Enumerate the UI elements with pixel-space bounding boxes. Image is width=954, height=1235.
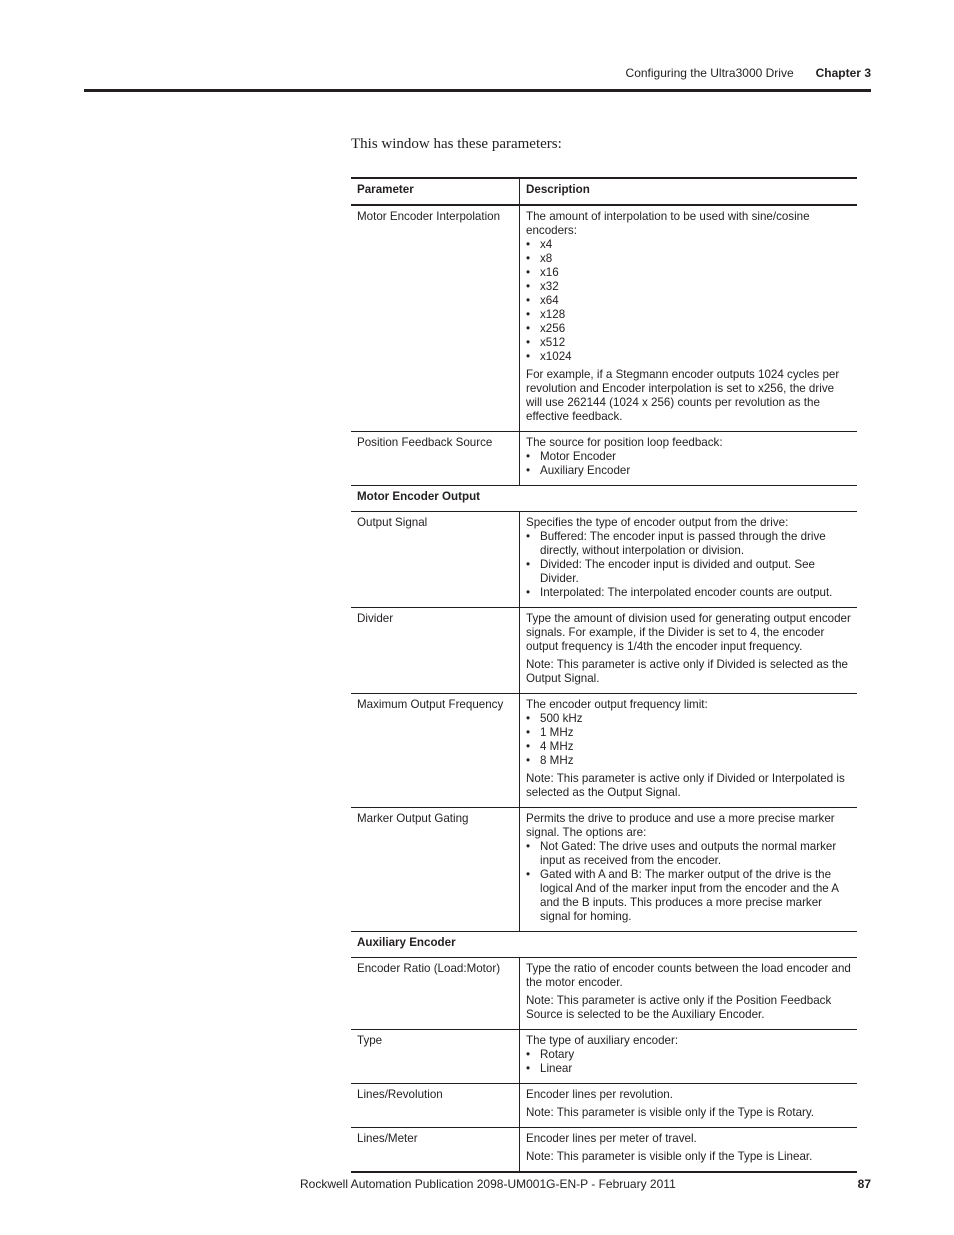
- table-row: [351, 608, 857, 694]
- parameter-name: Lines/Revolution: [351, 1084, 520, 1128]
- table-header-row: [351, 178, 857, 205]
- parameter-description: [520, 958, 858, 1030]
- parameter-description: [520, 694, 858, 808]
- parameter-description: [520, 1030, 858, 1084]
- description-lead: Encoder lines per revolution.: [526, 1088, 673, 1101]
- list-item: • x8: [526, 252, 851, 266]
- list-item: • Rotary: [526, 1048, 851, 1062]
- header-rule: [84, 89, 871, 92]
- parameter-name: Position Feedback Source: [351, 432, 520, 486]
- intro-text: This window has these parameters:: [351, 136, 562, 152]
- list-item: • 1 MHz: [526, 726, 851, 740]
- parameter-name: Marker Output Gating: [351, 808, 520, 932]
- option-list: [526, 450, 851, 478]
- parameter-description: [520, 1084, 858, 1128]
- description-lead: The amount of interpolation to be used with sine/cosine encoders:: [526, 210, 810, 237]
- table-row: [351, 694, 857, 808]
- table-row: [351, 432, 857, 486]
- list-item: • Linear: [526, 1062, 851, 1076]
- description-lead: The encoder output frequency limit:: [526, 698, 708, 711]
- list-item: • x64: [526, 294, 851, 308]
- parameters-table: [351, 177, 857, 1173]
- header-chapter: Chapter 3: [815, 66, 871, 80]
- list-item: • x32: [526, 280, 851, 294]
- description-note: Note: This parameter is visible only if the Type is Rotary.: [526, 1106, 815, 1119]
- list-item: • x256: [526, 322, 851, 336]
- description-lead: The source for position loop feedback:: [526, 436, 723, 449]
- option-list: [526, 238, 851, 364]
- list-item: • 500 kHz: [526, 712, 851, 726]
- column-header-parameter: Parameter: [351, 178, 520, 205]
- parameter-description: [520, 608, 858, 694]
- description-lead: The type of auxiliary encoder:: [526, 1034, 679, 1047]
- parameter-name: Output Signal: [351, 512, 520, 608]
- list-item: • x4: [526, 238, 851, 252]
- table-row: [351, 205, 857, 432]
- list-item: • Buffered: The encoder input is passed through the drive directly, without interpolation or division.: [526, 530, 851, 558]
- description-note: Note: This parameter is active only if Divided is selected as the Output Signal.: [526, 658, 848, 685]
- list-item: • x16: [526, 266, 851, 280]
- parameter-description: [520, 512, 858, 608]
- page-number: 87: [857, 1177, 871, 1191]
- list-item: • Auxiliary Encoder: [526, 464, 851, 478]
- running-header: [626, 66, 871, 80]
- parameter-name: Divider: [351, 608, 520, 694]
- list-item: • 8 MHz: [526, 754, 851, 768]
- list-item: • Interpolated: The interpolated encoder counts are output.: [526, 586, 851, 600]
- table-row: [351, 512, 857, 608]
- header-section-title: Configuring the Ultra3000 Drive: [625, 66, 794, 80]
- option-list: [526, 712, 851, 768]
- description-note: Note: This parameter is active only if the Position Feedback Source is selected to be the Auxiliary Encoder.: [526, 994, 832, 1021]
- description-lead: Encoder lines per meter of travel.: [526, 1132, 697, 1145]
- parameter-name: Lines/Meter: [351, 1128, 520, 1173]
- description-note: Note: This parameter is visible only if the Type is Linear.: [526, 1150, 813, 1163]
- option-list: [526, 1048, 851, 1076]
- column-header-description: Description: [526, 183, 590, 196]
- list-item: • Motor Encoder: [526, 450, 851, 464]
- list-item: • 4 MHz: [526, 740, 851, 754]
- table-row: [351, 958, 857, 1030]
- section-heading: Auxiliary Encoder: [357, 936, 456, 949]
- table-row: [351, 1030, 857, 1084]
- section-row: [351, 932, 857, 958]
- list-item: • x128: [526, 308, 851, 322]
- description-lead: Type the ratio of encoder counts between the load encoder and the motor encoder.: [526, 962, 851, 989]
- description-note: For example, if a Stegmann encoder outputs 1024 cycles per revolution and Encoder interpolation is set to x256, the drive will use 262144 (1024 x 256) counts per revolution as the effective feedback.: [526, 368, 840, 423]
- description-lead: Specifies the type of encoder output from the drive:: [526, 516, 789, 529]
- parameter-name: Maximum Output Frequency: [351, 694, 520, 808]
- parameter-name: Motor Encoder Interpolation: [351, 205, 520, 432]
- parameter-description: [520, 1128, 858, 1173]
- list-item: • Divided: The encoder input is divided and output. See Divider.: [526, 558, 851, 586]
- parameter-name: Encoder Ratio (Load:Motor): [351, 958, 520, 1030]
- table-row: [351, 1084, 857, 1128]
- parameter-name: Type: [351, 1030, 520, 1084]
- parameter-description: [520, 808, 858, 932]
- table-body: [351, 205, 857, 1172]
- list-item: • Gated with A and B: The marker output of the drive is the logical And of the marker input from the encoder and the A and the B inputs. This produces a more precise marker signal for homing.: [526, 868, 851, 924]
- list-item: • x1024: [526, 350, 851, 364]
- table-row: [351, 808, 857, 932]
- list-item: • x512: [526, 336, 851, 350]
- footer-publication: Rockwell Automation Publication 2098-UM001G-EN-P - February 2011: [300, 1177, 676, 1191]
- parameter-description: [520, 432, 858, 486]
- option-list: [526, 840, 851, 924]
- description-lead: Permits the drive to produce and use a more precise marker signal. The options are:: [526, 812, 835, 839]
- option-list: [526, 530, 851, 600]
- list-item: • Not Gated: The drive uses and outputs the normal marker input as received from the encoder.: [526, 840, 851, 868]
- section-heading: Motor Encoder Output: [357, 490, 481, 503]
- description-note: Note: This parameter is active only if Divided or Interpolated is selected as the Output Signal.: [526, 772, 845, 799]
- section-row: [351, 486, 857, 512]
- table-row: [351, 1128, 857, 1173]
- parameter-description: [520, 205, 858, 432]
- description-lead: Type the amount of division used for generating output encoder signals. For example, if the Divider is set to 4, the encoder output frequency is 1/4th the encoder input frequency.: [526, 612, 851, 653]
